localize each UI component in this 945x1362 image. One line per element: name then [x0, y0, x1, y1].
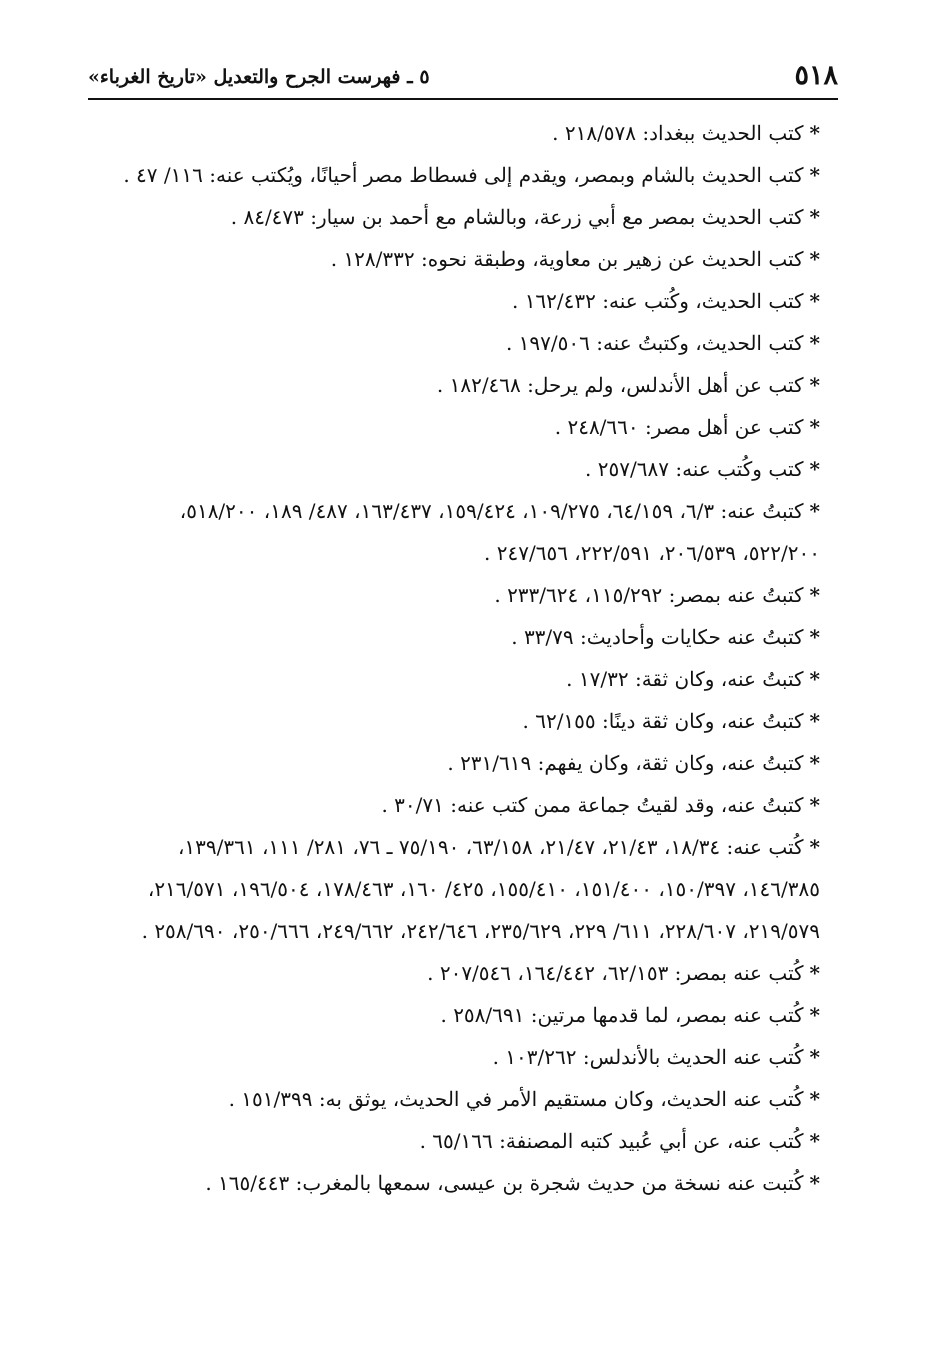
bullet-star: * — [809, 373, 820, 397]
index-entry — [100, 364, 820, 406]
entry-text: كتبتُ عنه حكايات وأحاديث: ٣٣/٧٩ . — [511, 625, 804, 649]
entry-text: كتب الحديث، وكتبتُ عنه: ١٩٧/٥٠٦ . — [505, 331, 804, 355]
header-rule — [88, 98, 838, 100]
index-entry — [100, 826, 820, 952]
index-entry — [100, 196, 820, 238]
bullet-star: * — [809, 331, 820, 355]
entry-text: كُتب عنه الحديث، وكان مستقيم الأمر في الحديث، يوثق به: ١٥١/٣٩٩ . — [228, 1087, 804, 1111]
index-entries — [100, 112, 820, 1204]
entry-text: كتب الحديث بمصر مع أبي زرعة، وبالشام مع أحمد بن سيار: ٨٤/٤٧٣ . — [230, 205, 804, 229]
bullet-star: * — [809, 667, 820, 691]
entry-text: كتبتُ عنه، وكان ثقة: ١٧/٣٢ . — [566, 667, 804, 691]
entry-text: كتب عن أهل مصر: ٢٤٨/٦٦٠ . — [554, 415, 804, 439]
entry-text: كتب الحديث، وكُتب عنه: ١٦٢/٤٣٢ . — [511, 289, 804, 313]
index-entry — [100, 238, 820, 280]
running-title: ٥ ـ فهرست الجرح والتعديل «تاريخ الغرباء» — [88, 66, 430, 88]
entry-text: كتب وكُتب عنه: ٢٥٧/٦٨٧ . — [585, 457, 804, 481]
entry-text: كُتب عنه، عن أبي عُبيد كتبه المصنفة: ٦٥/١٦٦ . — [419, 1129, 804, 1153]
bullet-star: * — [809, 457, 820, 481]
entry-text: كُتب عنه بمصر، لما قدمها مرتين: ٢٥٨/٦٩١ . — [440, 1003, 804, 1027]
bullet-star: * — [809, 289, 820, 313]
index-entry — [100, 406, 820, 448]
bullet-star: * — [809, 1045, 820, 1069]
index-entry — [100, 1036, 820, 1078]
entry-text: كتبتُ عنه، وكان ثقة، وكان يفهم: ٢٣١/٦١٩ . — [447, 751, 804, 775]
bullet-star: * — [809, 835, 820, 859]
bullet-star: * — [809, 1087, 820, 1111]
index-entry — [100, 1162, 820, 1204]
bullet-star: * — [809, 1003, 820, 1027]
bullet-star: * — [809, 793, 820, 817]
entry-text: كتب الحديث عن زهير بن معاوية، وطبقة نحوه: ١٢٨/٣٣٢ . — [330, 247, 804, 271]
index-entry — [100, 322, 820, 364]
index-entry — [100, 616, 820, 658]
page-number: ٥١٨ — [794, 60, 838, 91]
bullet-star: * — [809, 709, 820, 733]
bullet-star: * — [809, 415, 820, 439]
bullet-star: * — [809, 499, 820, 523]
bullet-star: * — [809, 163, 820, 187]
index-entry — [100, 952, 820, 994]
bullet-star: * — [809, 247, 820, 271]
index-entry — [100, 112, 820, 154]
entry-text: كُتبت عنه نسخة من حديث شجرة بن عيسى، سمعها بالمغرب: ١٦٥/٤٤٣ . — [205, 1171, 804, 1195]
bullet-star: * — [809, 625, 820, 649]
index-entry — [100, 742, 820, 784]
index-entry — [100, 1078, 820, 1120]
entry-text: كتب عن أهل الأندلس، ولم يرحل: ١٨٢/٤٦٨ . — [436, 373, 804, 397]
page-header — [88, 58, 838, 98]
entry-text: كُتب عنه بمصر: ٦٢/١٥٣، ١٦٤/٤٤٢، ٢٠٧/٥٤٦ . — [427, 961, 804, 985]
bullet-star: * — [809, 1129, 820, 1153]
index-entry — [100, 154, 820, 196]
index-entry — [100, 784, 820, 826]
bullet-star: * — [809, 1171, 820, 1195]
bullet-star: * — [809, 121, 820, 145]
entry-text: كتبتُ عنه، وكان ثقة دينًا: ٦٢/١٥٥ . — [522, 709, 804, 733]
bullet-star: * — [809, 751, 820, 775]
bullet-star: * — [809, 583, 820, 607]
entry-text: كُتب عنه: ١٨/٣٤، ٢١/٤٣، ٢١/٤٧، ٦٣/١٥٨، ٧٥/١٩٠ ـ ٧٦، ٢٨١/ ١١١، ١٣٩/٣٦١، ١٤٦/٣٨٥، ١٥٠/٣٩٧، ١٥١/٤٠٠، ١٥٥/٤١٠، ٤٢٥/ ١٦٠، ١٧٨/٤٦٣، ١٩٦/٥٠٤، ٢١٦/٥٧١، ٢١٩/٥٧٩، ٢٢٨/٦٠٧، ٦١١/ ٢٢٩، ٢٣٥/٦٢٩، ٢٤٢/٦٤٦، ٢٤٩/٦٦٢، ٢٥٠/٦٦٦، ٢٥٨/٦٩٠ . — [141, 835, 820, 943]
entry-text: كتبتُ عنه: ٦/٣، ٦٤/١٥٩، ١٠٩/٢٧٥، ١٥٩/٤٢٤، ١٦٣/٤٣٧، ٤٨٧/ ١٨٩، ٥١٨/٢٠٠، ٥٢٢/٢٠٠، ٢٠٦/٥٣٩، ٢٢٢/٥٩١، ٢٤٧/٦٥٦ . — [179, 499, 820, 565]
index-entry — [100, 1120, 820, 1162]
entry-text: كتب الحديث ببغداد: ٢١٨/٥٧٨ . — [552, 121, 804, 145]
index-entry — [100, 700, 820, 742]
bullet-star: * — [809, 961, 820, 985]
entry-text: كتبتُ عنه، وقد لقيتُ جماعة ممن كتب عنه: ٣٠/٧١ . — [381, 793, 804, 817]
entry-text: كتبتُ عنه بمصر: ١١٥/٢٩٢، ٢٣٣/٦٢٤ . — [494, 583, 804, 607]
entry-text: كتب الحديث بالشام وبمصر، ويقدم إلى فسطاط مصر أحيانًا، ويُكتب عنه: ١١٦/ ٤٧ . — [123, 163, 804, 187]
index-entry — [100, 658, 820, 700]
index-entry — [100, 574, 820, 616]
index-entry — [100, 490, 820, 574]
index-entry — [100, 448, 820, 490]
entry-text: كُتب عنه الحديث بالأندلس: ١٠٣/٢٦٢ . — [492, 1045, 804, 1069]
index-entry — [100, 994, 820, 1036]
index-entry — [100, 280, 820, 322]
bullet-star: * — [809, 205, 820, 229]
